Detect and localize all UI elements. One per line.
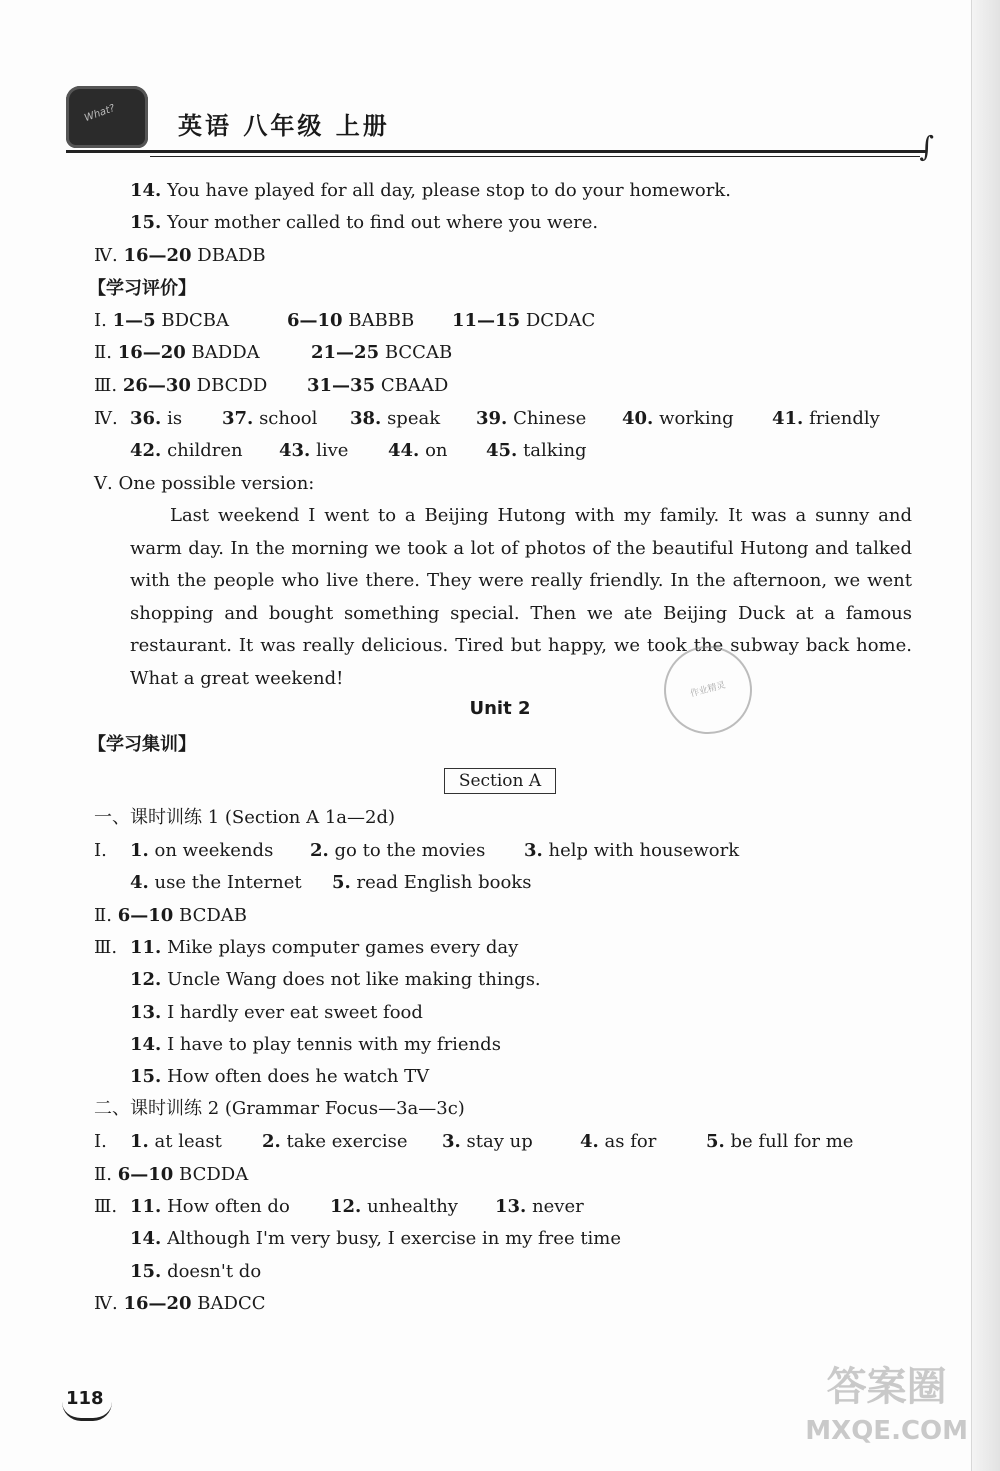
answer-item: 3. help with housework <box>524 840 740 861</box>
roman-label: Ⅰ. <box>94 1131 107 1152</box>
answer-item: 5. be full for me <box>706 1131 854 1152</box>
answer-item: 37. school <box>222 408 318 429</box>
section-heading: 【学习评价】 <box>88 278 196 299</box>
answer-item: 11. How often do <box>130 1196 290 1217</box>
answer-item: 42. children <box>130 440 243 461</box>
unit-title: Unit 2 <box>469 698 531 719</box>
curl-ornament-icon: ∫ <box>919 130 934 163</box>
answer-item: 14. Although I'm very busy, I exercise in my free time <box>130 1228 622 1249</box>
sample-essay: Last weekend I went to a Beijing Hutong with my family. It was a sunny and warm day. In the morning we took a lot of photos of the beautiful Hutong and talked with the people who live there. They were really friendly. In the afternoon, we went shopping and bought something special. Then we ate Beijing Duck at a famous restaurant. It was really delicious. Tired but happy, we took the subway back home. What a great weekend! <box>130 505 912 689</box>
answer-line: Ⅳ. 16—20 BADCC <box>94 1293 266 1314</box>
answer-line: Ⅱ. 16—20 BADDA <box>94 342 260 363</box>
answer-item: 14. I have to play tennis with my friends <box>130 1034 501 1055</box>
answer-item: 41. friendly <box>772 408 880 429</box>
answer-item: 40. working <box>622 408 734 429</box>
answer-line: Ⅴ. One possible version: <box>94 473 315 494</box>
answer-item: 12. Uncle Wang does not like making things. <box>130 969 541 990</box>
section-label: Section A <box>444 768 556 794</box>
answer-item: 15. How often does he watch TV <box>130 1066 430 1087</box>
answer-item: 43. live <box>279 440 349 461</box>
answer-item: 39. Chinese <box>476 408 587 429</box>
answer-item: 15. doesn't do <box>130 1261 262 1282</box>
lesson-heading: 一、课时训练 1 (Section A 1a—2d) <box>94 807 396 828</box>
answer-item: 12. unhealthy <box>330 1196 458 1217</box>
answer-line: 14. You have played for all day, please stop to do your homework. <box>130 180 731 201</box>
answer-item: 4. use the Internet <box>130 872 302 893</box>
blackboard-icon: What? <box>66 86 148 148</box>
answer-item: 38. speak <box>350 408 441 429</box>
roman-label: Ⅲ. <box>94 1196 118 1217</box>
answer-line: 31—35 CBAAD <box>307 375 449 396</box>
answer-item: 13. I hardly ever eat sweet food <box>130 1002 423 1023</box>
page-header <box>60 80 940 163</box>
answer-line: 15. Your mother called to find out where you were. <box>130 212 599 233</box>
answer-line: Ⅰ. 1—5 BDCBA <box>94 310 230 331</box>
roman-label: Ⅳ. <box>94 408 118 429</box>
page-number: 118 <box>66 1388 104 1409</box>
answer-item: 44. on <box>388 440 448 461</box>
answer-item: 1. at least <box>130 1131 222 1152</box>
watermark-logo: 答案圈 MXQE.COM <box>805 1364 968 1446</box>
answer-item: 2. take exercise <box>262 1131 408 1152</box>
answer-line: 11—15 DCDAC <box>452 310 596 331</box>
header-rule-thin <box>150 156 920 157</box>
header-title: 英语 八年级 上册 <box>178 111 390 140</box>
answer-item: 3. stay up <box>442 1131 533 1152</box>
page-number-ornament <box>62 1402 112 1421</box>
answer-item: 5. read English books <box>332 872 532 893</box>
section-heading: 【学习集训】 <box>88 734 196 755</box>
answer-line: Ⅳ. 16—20 DBADB <box>94 245 266 266</box>
answer-line: 6—10 BABBB <box>287 310 415 331</box>
header-rule <box>66 150 926 153</box>
roman-label: Ⅰ. <box>94 840 107 861</box>
answer-item: 36. is <box>130 408 183 429</box>
answer-item: 13. never <box>495 1196 584 1217</box>
answer-line: Ⅲ. 26—30 DBCDD <box>94 375 268 396</box>
lesson-heading: 二、课时训练 2 (Grammar Focus—3a—3c) <box>94 1098 465 1119</box>
page-edge <box>971 0 1000 1471</box>
answer-item: 1. on weekends <box>130 840 274 861</box>
answer-item: 2. go to the movies <box>310 840 486 861</box>
answer-item: 4. as for <box>580 1131 657 1152</box>
roman-label: Ⅲ. <box>94 937 118 958</box>
answer-line: Ⅱ. 6—10 BCDDA <box>94 1164 249 1185</box>
answer-item: 11. Mike plays computer games every day <box>130 937 519 958</box>
stamp-seal: 作业精灵 <box>654 636 762 744</box>
answer-line: 21—25 BCCAB <box>311 342 453 363</box>
answer-line: Ⅱ. 6—10 BCDAB <box>94 905 248 926</box>
answer-item: 45. talking <box>486 440 587 461</box>
